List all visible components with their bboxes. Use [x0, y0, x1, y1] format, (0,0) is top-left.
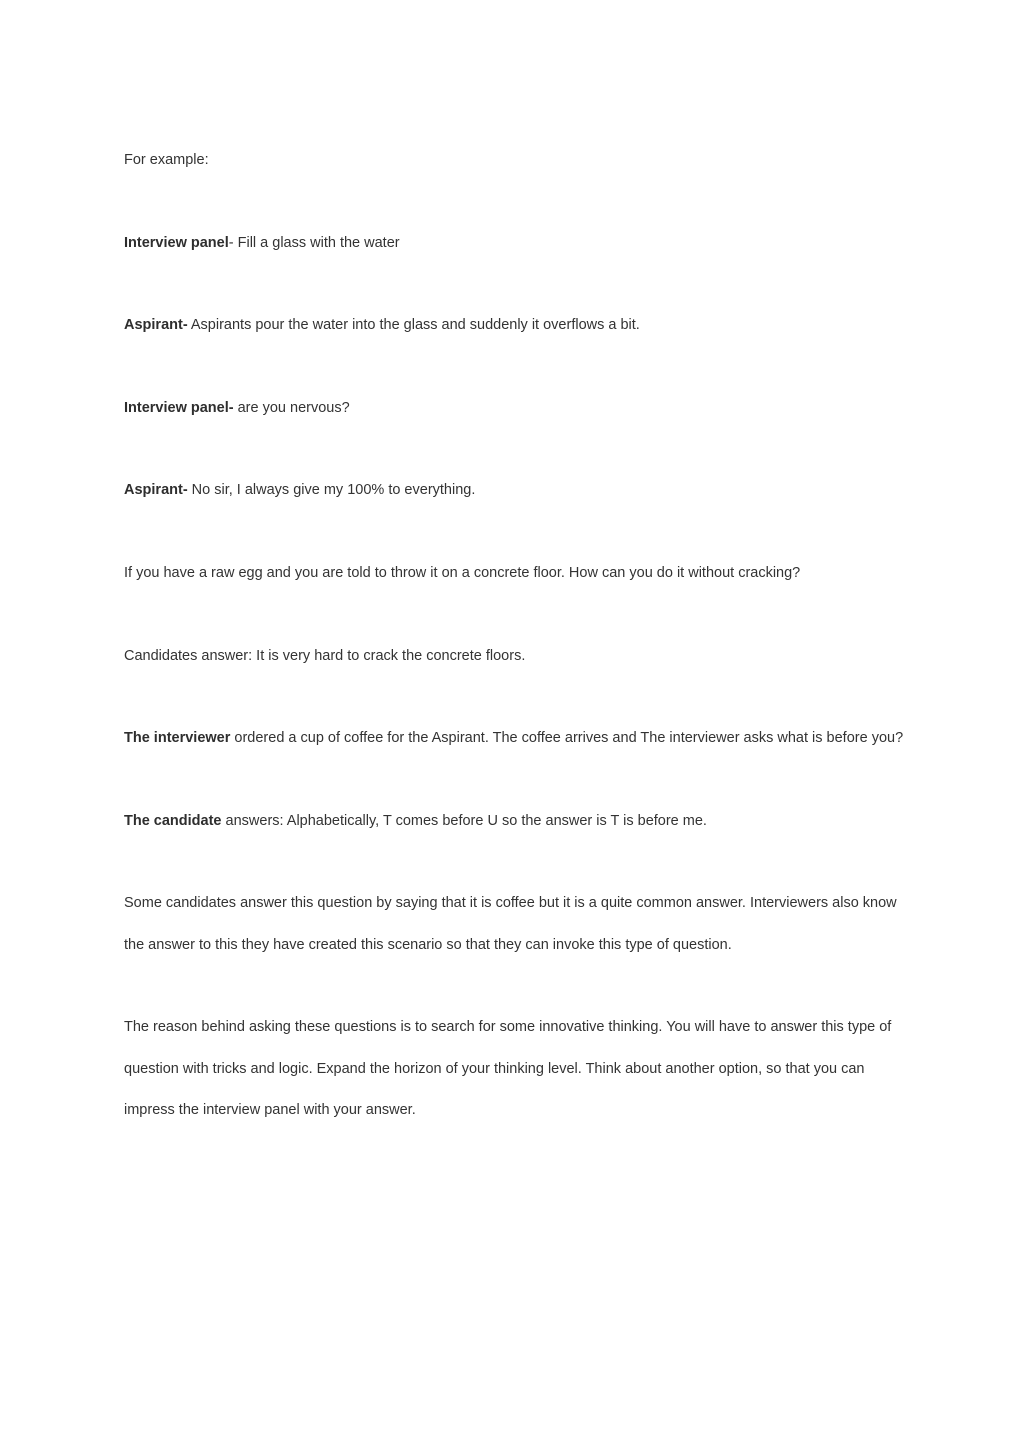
paragraph-scenario: The interviewer ordered a cup of coffee for the Aspirant. The coffee arrives and The interviewer asks what is before you?: [124, 730, 904, 747]
speaker-label: The interviewer: [124, 730, 231, 747]
paragraph-answer: The candidate answers: Alphabetically, T comes before U so the answer is T is before me.: [124, 812, 707, 829]
paragraph-dialogue: Interview panel- are you nervous?: [124, 399, 350, 416]
paragraph-dialogue: Interview panel- Fill a glass with the water: [124, 234, 400, 251]
speaker-label: Interview panel-: [124, 399, 234, 416]
speaker-label: Aspirant-: [124, 482, 188, 499]
paragraph-answer: Candidates answer: It is very hard to crack the concrete floors.: [124, 647, 526, 664]
document-body: [124, 140, 914, 1131]
paragraph-dialogue: Aspirant- No sir, I always give my 100% to everything.: [124, 482, 476, 499]
speaker-label: The candidate: [124, 812, 222, 829]
paragraph-dialogue: Aspirant- Aspirants pour the water into the glass and suddenly it overflows a bit.: [124, 317, 640, 334]
speaker-label: Interview panel: [124, 234, 229, 251]
paragraph-question: If you have a raw egg and you are told to throw it on a concrete floor. How can you do it without cracking?: [124, 564, 801, 581]
paragraph-conclusion: The reason behind asking these questions is to search for some innovative thinking. You will have to answer this type of question with tricks and logic. Expand the horizon of your thinking level. Think about another option, so that you can impress the interview panel with your answer.: [124, 1019, 892, 1118]
paragraph-intro: For example:: [124, 152, 209, 168]
paragraph-explanation: Some candidates answer this question by saying that it is coffee but it is a quite common answer. Interviewers also know the answer to this they have created this scenario so that they can invoke this type of question.: [124, 895, 897, 953]
speaker-label: Aspirant-: [124, 317, 188, 334]
